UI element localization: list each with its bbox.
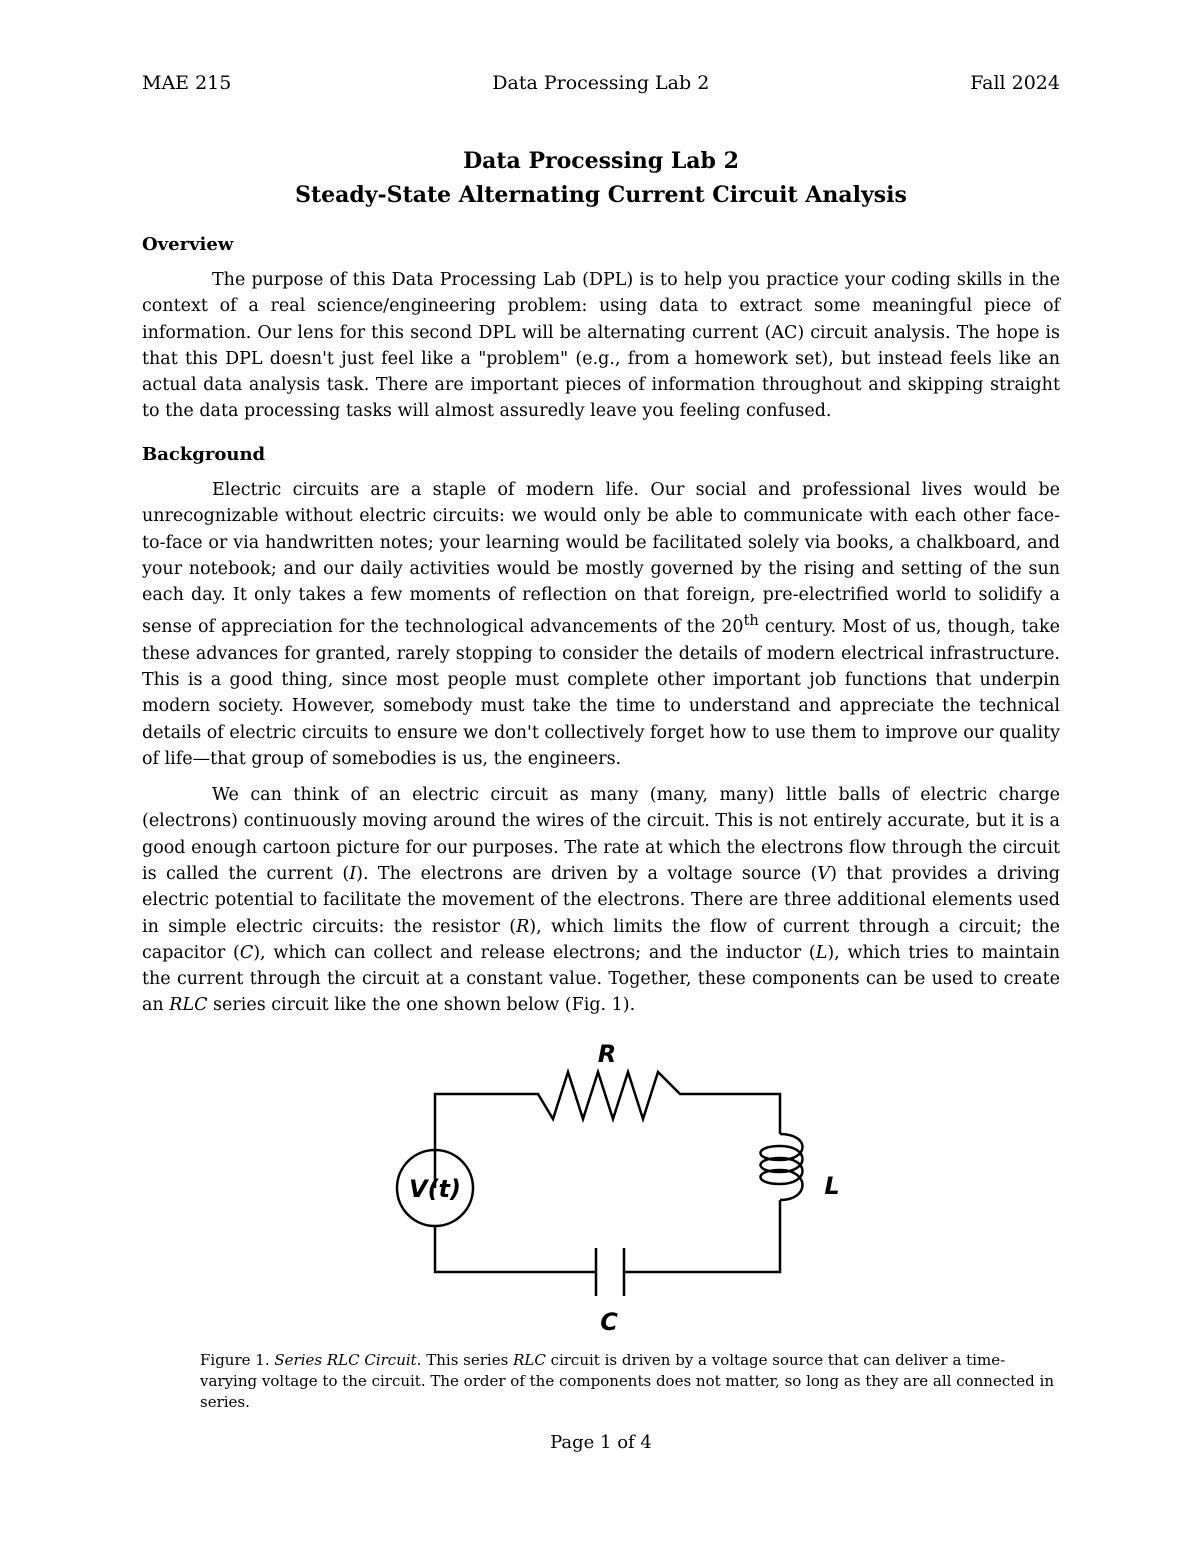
document-title [142,144,1060,212]
right-bottom-wire [624,1200,780,1272]
label-V: V(t) [409,1175,461,1203]
overview-heading: Overview [142,234,234,255]
running-header [142,72,1060,94]
figure-caption: Figure 1. Series RLC Circuit. This series RLC circuit is driven by a voltage source that can deliver a time-varying voltage to the circuit. The order of the components does not matter, so long as they are all connected in series. [200,1351,1054,1411]
overview-paragraph: The purpose of this Data Processing Lab (DPL) is to help you practice your coding skills in the context of a real science/engineering problem: using data to extract some meaningful piece of information. Our lens for this second DPL will be alternating current (AC) circuit analysis. The hope is that this DPL doesn't just feel like a "problem" (e.g., from a homework set), but instead feels like an actual data analysis task. There are important pieces of information throughout and skipping straight to the data processing tasks will almost assuredly leave you feeling confused. [142,270,1060,422]
title-line-1: Data Processing Lab 2 [463,148,739,174]
overview-section [142,234,1060,425]
title-line-2: Steady-State Alternating Current Circuit Analysis [295,182,907,208]
background-paragraph-2: We can think of an electric circuit as many (many, many) little balls of electric charge (electrons) continuously moving around the wires of the circuit. This is not entirely accurate, but it is a good enough cartoon picture for our purposes. The rate at which the electrons flow through the circuit is called the current (I). The electrons are driven by a voltage source (V) that provides a driving electric potential to facilitate the movement of the electrons. There are three additional elements used in simple electric circuits: the resistor (R), which limits the flow of current through a circuit; the capacitor (C), which can collect and release electrons; and the inductor (L), which tries to maintain the current through the circuit at a constant value. Together, these components can be used to create an RLC series circuit like the one shown below (Fig. 1). [142,785,1061,1016]
background-heading: Background [142,444,266,465]
background-paragraph-1: Electric circuits are a staple of modern life. Our social and professional lives would be unrecognizable without electric circuits: we would only be able to communicate with each other face-to-face or via handwritten notes; your learning would be facilitated solely via books, a chalkboard, and your notebook; and our daily activities would be mostly governed by the rising and setting of the sun each day. It only takes a few moments of reflection on that foreign, pre-electrified world to solidify a sense of appreciation for the technological advancements of the 20th century. Most of us, though, take these advances for granted, rarely stopping to consider the details of modern electrical infrastructure. This is a good thing, since most people must complete other important job functions that underpin modern society. However, somebody must take the time to understand and appreciate the technical details of electric circuits to ensure we don't collectively forget how to use them to improve our quality of life—that group of somebodies is us, the engineers. [142,480,1061,769]
header-course: MAE 215 [142,72,232,94]
label-R: R [597,1040,617,1068]
inductor-coil [761,1134,803,1200]
left-bottom-wire [435,1226,596,1272]
background-section [142,444,1060,1019]
page-number: Page 1 of 4 [550,1432,652,1453]
top-wire-resistor [435,1072,780,1188]
header-term: Fall 2024 [970,72,1060,94]
rlc-circuit-diagram [380,1034,860,1340]
label-L: L [824,1172,840,1200]
label-C: C [600,1308,618,1336]
header-lab: Data Processing Lab 2 [492,72,710,94]
